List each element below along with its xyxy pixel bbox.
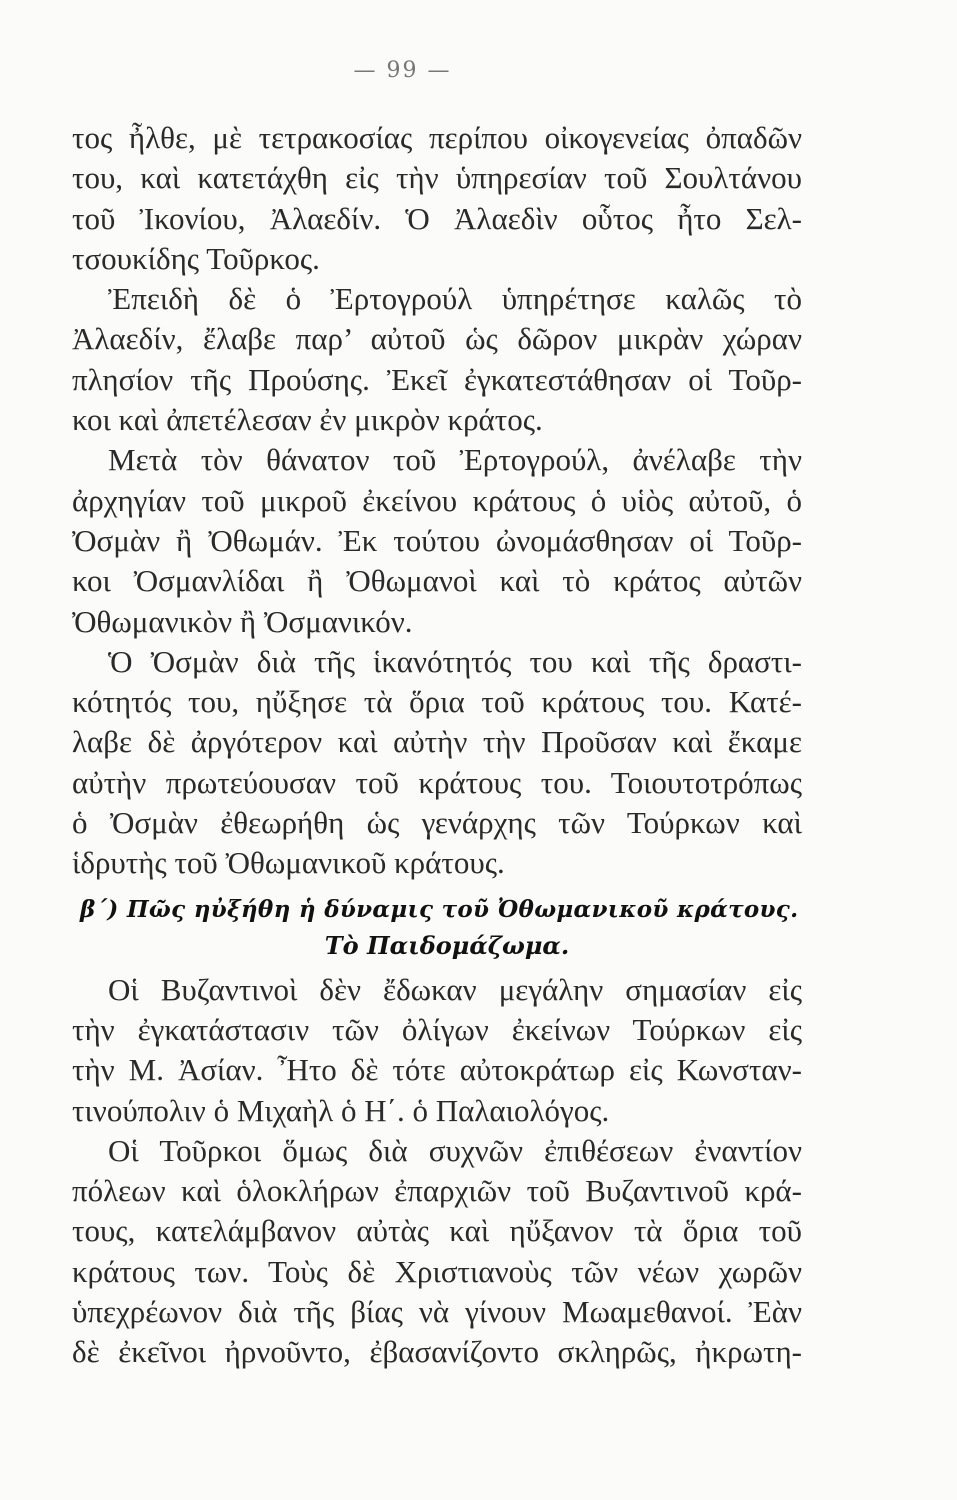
text-line: ὑπεχρέωνον διὰ τῆς βίας νὰ γίνουν Μωαμεθανοί. Ἐὰν: [72, 1294, 802, 1330]
text-line: κοι Ὀσμανλίδαι ἢ Ὀθωμανοὶ καὶ τὸ κράτος αὐτῶν: [72, 563, 802, 599]
text-line: τὴν ἐγκατάστασιν τῶν ὀλίγων ἐκείνων Τούρκων εἰς: [72, 1011, 802, 1047]
text-line: Ὀθωμανικὸν ἢ Ὀσμανικόν.: [72, 603, 413, 639]
text-line: ἀρχηγίαν τοῦ μικροῦ ἐκείνου κράτους ὁ υἱὸς αὐτοῦ, ὁ: [72, 482, 802, 518]
page-body: [72, 118, 802, 1373]
text-line: πλησίον τῆς Προύσης. Ἐκεῖ ἐγκατεστάθησαν οἱ Τοῦρ-: [72, 361, 802, 397]
text-line: τινούπολιν ὁ Μιχαὴλ ὁ Η΄. ὁ Παλαιολόγος.: [72, 1092, 610, 1128]
text-line: Οἱ Βυζαντινοὶ δὲν ἔδωκαν μεγάλην σημασίαν εἰς: [108, 971, 802, 1007]
text-line: ὁ Ὀσμὰν ἐθεωρήθη ὡς γενάρχης τῶν Τούρκων καὶ: [72, 805, 802, 841]
text-line: κοι καὶ ἀπετέλεσαν ἐν μικρὸν κράτος.: [72, 402, 543, 438]
text-line: τὴν Μ. Ἀσίαν. Ἦτο δὲ τότε αὐτοκράτωρ εἰς Κωνσταν-: [72, 1052, 802, 1088]
text-line: τσουκίδης Τοῦρκος.: [72, 240, 320, 276]
text-line: Μετὰ τὸν θάνατον τοῦ Ἐρτογρούλ, ἀνέλαβε τὴν: [108, 442, 802, 478]
text-line: ἱδρυτὴς τοῦ Ὀθωμανικοῦ κράτους.: [72, 845, 505, 881]
text-line: πόλεων καὶ ὁλοκλήρων ἐπαρχιῶν τοῦ Βυζαντινοῦ κρά-: [72, 1173, 802, 1209]
section-heading: β΄) Πῶς ηὐξήθη ἡ δύναμις τοῦ Ὀθωμανικοῦ κράτους.: [80, 895, 799, 923]
text-line: Ἐπειδὴ δὲ ὁ Ἐρτογρούλ ὑπηρέτησε καλῶς τὸ: [108, 281, 802, 317]
text-line: Ὀσμὰν ἢ Ὀθωμάν. Ἐκ τούτου ὠνομάσθησαν οἱ Τοῦρ-: [72, 522, 802, 558]
text-line: τοῦ Ἰκονίου, Ἀλαεδίν. Ὁ Ἀλαεδὶν οὗτος ἦτο Σελ-: [72, 200, 802, 236]
text-line: δὲ ἐκεῖνοι ἠρνοῦντο, ἐβασανίζοντο σκληρῶς, ἠκρωτη-: [72, 1334, 802, 1370]
text-line: κότητός του, ηὔξησε τὰ ὅρια τοῦ κράτους του. Κατέ-: [72, 684, 802, 720]
text-line: Ἀλαεδίν, ἔλαβε παρ’ αὐτοῦ ὡς δῶρον μικρὰν χώραν: [72, 321, 802, 357]
text-line: τους, κατελάμβανον αὐτὰς καὶ ηὔξανον τὰ ὅρια τοῦ: [72, 1213, 802, 1249]
text-line: Οἱ Τοῦρκοι ὅμως διὰ συχνῶν ἐπιθέσεων ἐναντίον: [108, 1132, 802, 1168]
page-number: — 99 —: [353, 58, 452, 83]
text-line: λαβε δὲ ἀργότερον καὶ αὐτὴν τὴν Προῦσαν καὶ ἔκαμε: [72, 724, 802, 760]
section-subheading: Τὸ Παιδομάζωμα.: [324, 930, 570, 960]
text-line: του, καὶ κατετάχθη εἰς τὴν ὑπηρεσίαν τοῦ Σουλτάνου: [72, 160, 802, 196]
text-line: αὐτὴν πρωτεύουσαν τοῦ κράτους του. Τοιουτοτρόπως: [72, 764, 802, 800]
text-line: τος ἦλθε, μὲ τετρακοσίας περίπου οἰκογενείας ὀπαδῶν: [72, 120, 802, 155]
text-line: κράτους των. Τοὺς δὲ Χριστιανοὺς τῶν νέων χωρῶν: [72, 1253, 802, 1289]
text-line: Ὁ Ὀσμὰν διὰ τῆς ἱκανότητός του καὶ τῆς δραστι-: [108, 643, 802, 679]
